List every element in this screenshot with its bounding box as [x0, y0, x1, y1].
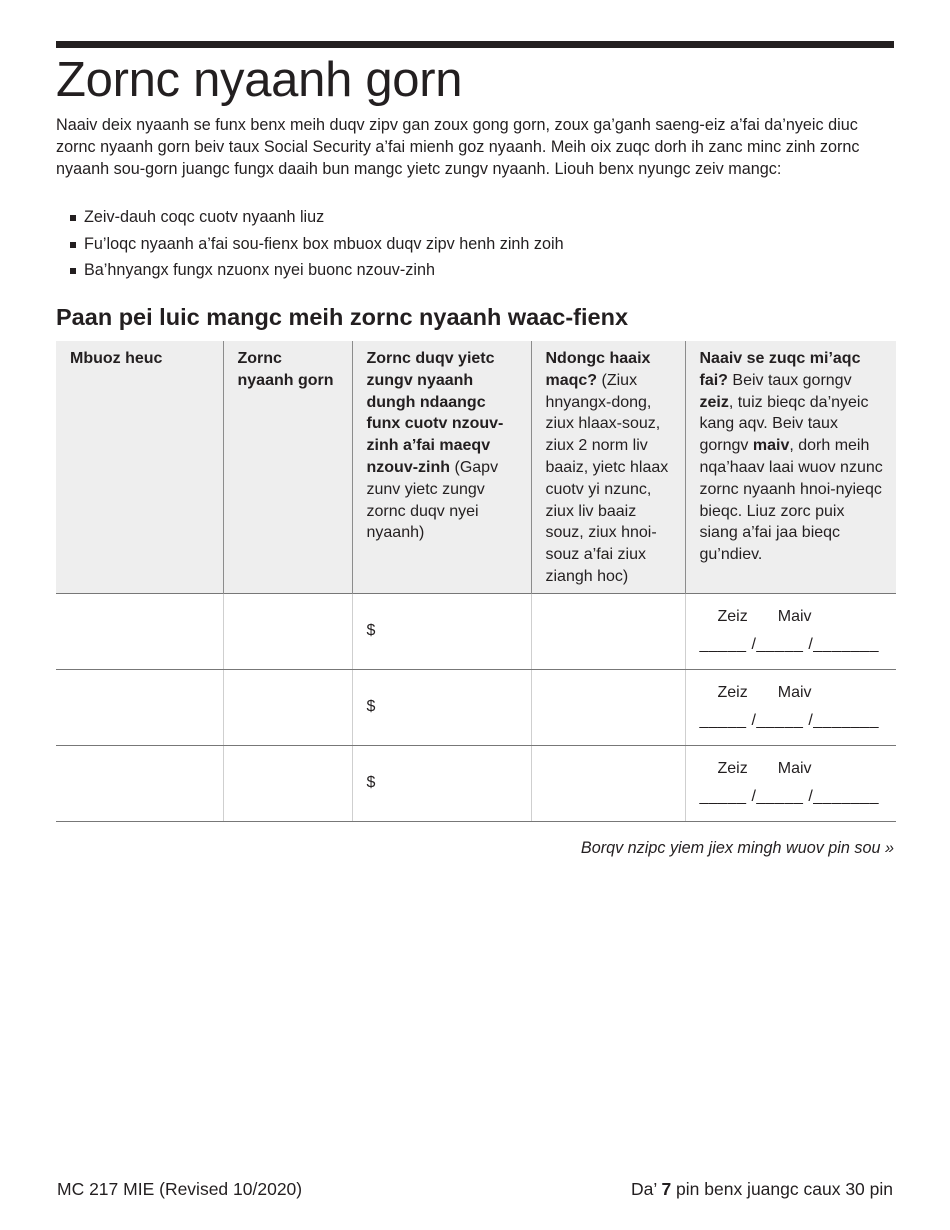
amount-cell[interactable] — [352, 745, 531, 821]
income-source-cell[interactable] — [223, 593, 352, 669]
table-row — [56, 745, 896, 821]
list-item: Zeiv-dauh coqc cuotv nyaanh liuz — [68, 206, 564, 233]
yes-no-options — [700, 608, 883, 626]
examples-list — [68, 206, 564, 286]
ended-cell — [685, 669, 896, 745]
dollar-sign: $ — [366, 774, 376, 792]
continued-note: Borqv nzipc yiem jiex mingh wuov pin sou » — [580, 839, 894, 857]
ended-cell — [685, 745, 896, 821]
dollar-sign: $ — [366, 698, 376, 716]
header-frequency: Ndongc haaix maqc? (Ziux hnyangx-dong, ziux hlaax-souz, ziux 2 norm liv baaiz, yietc hlaax cuotv yi nzunc, ziux liv baaiz souz, ziux hnoi-souz a’fai ziux ziangh hoc) — [531, 341, 685, 593]
income-source-cell[interactable] — [223, 669, 352, 745]
income-table — [56, 341, 896, 822]
yes-option[interactable]: Zeiz — [717, 684, 748, 702]
no-option[interactable]: Maiv — [777, 760, 812, 778]
date-field[interactable]: _____ /_____ /_______ — [699, 636, 880, 654]
date-field[interactable]: _____ /_____ /_______ — [699, 712, 880, 730]
yes-no-options — [700, 684, 883, 702]
ended-cell — [685, 593, 896, 669]
header-name: Mbuoz heuc — [56, 341, 223, 593]
bullet-square-icon — [70, 215, 76, 221]
frequency-cell[interactable] — [531, 669, 685, 745]
yes-no-options — [700, 760, 883, 778]
header-gross-amount: Zornc duqv yietc zungv nyaanh dungh ndaangc funx cuotv nzouv-zinh a’fai maeqv nzouv-zinh (Gapv zunv yietc zungv zornc duqv nyei nyaanh) — [352, 341, 531, 593]
top-rule — [56, 41, 894, 48]
amount-cell[interactable] — [352, 593, 531, 669]
frequency-cell[interactable] — [531, 745, 685, 821]
frequency-cell[interactable] — [531, 593, 685, 669]
yes-option[interactable]: Zeiz — [717, 760, 748, 778]
header-income-source: Zornc nyaanh gorn — [223, 341, 352, 593]
amount-cell[interactable] — [352, 669, 531, 745]
list-item: Fu’loqc nyaanh a’fai sou-fienx box mbuox duqv zipv henh zinh zoih — [68, 233, 564, 260]
intro-paragraph: Naaiv deix nyaanh se funx benx meih duqv zipv gan zoux gong gorn, zoux ga’ganh saeng-eiz a’fai da’nyeic diuc zornc nyaanh gorn beiv taux Social Security a’fai mienh goz nyaanh. Meih oix zuqc dorh ih zanc minc zinh zornc nyaanh sou-gorn juangc fungx daaih bun mangc yietc zungv nyaanh. Liouh benx nyungc zeiv mangc: — [56, 116, 860, 178]
list-item: Ba’hnyangx fungx nzuonx nyei buonc nzouv-zinh — [68, 259, 564, 286]
no-option[interactable]: Maiv — [777, 608, 812, 626]
bullet-square-icon — [70, 268, 76, 274]
no-option[interactable]: Maiv — [777, 684, 812, 702]
table-row — [56, 669, 896, 745]
dollar-sign: $ — [366, 622, 376, 640]
table-header-row — [56, 341, 896, 593]
bullet-square-icon — [70, 242, 76, 248]
table-row — [56, 593, 896, 669]
name-cell[interactable] — [56, 745, 223, 821]
date-field[interactable]: _____ /_____ /_______ — [699, 788, 880, 806]
page-number: Da’ 7 pin benx juangc caux 30 pin — [630, 1179, 893, 1199]
name-cell[interactable] — [56, 593, 223, 669]
yes-option[interactable]: Zeiz — [717, 608, 748, 626]
name-cell[interactable] — [56, 669, 223, 745]
page-title: Zornc nyaanh gorn — [56, 53, 463, 107]
header-ended: Naaiv se zuqc mi’aqc fai? Beiv taux gorngv zeiz, tuiz bieqc da’nyeic kang aqv. Beiv taux gorngv maiv, dorh meih nqa’haav laai wuov nzunc zornc nyaanh hnoi-nyieqc bieqc. Liuz zorc puix siang a’fai jaa bieqc gu’ndiev. — [685, 341, 896, 593]
section-title: Paan pei luic mangc meih zornc nyaanh waac-fienx — [56, 304, 629, 330]
form-id: MC 217 MIE (Revised 10/2020) — [57, 1179, 303, 1199]
income-source-cell[interactable] — [223, 745, 352, 821]
